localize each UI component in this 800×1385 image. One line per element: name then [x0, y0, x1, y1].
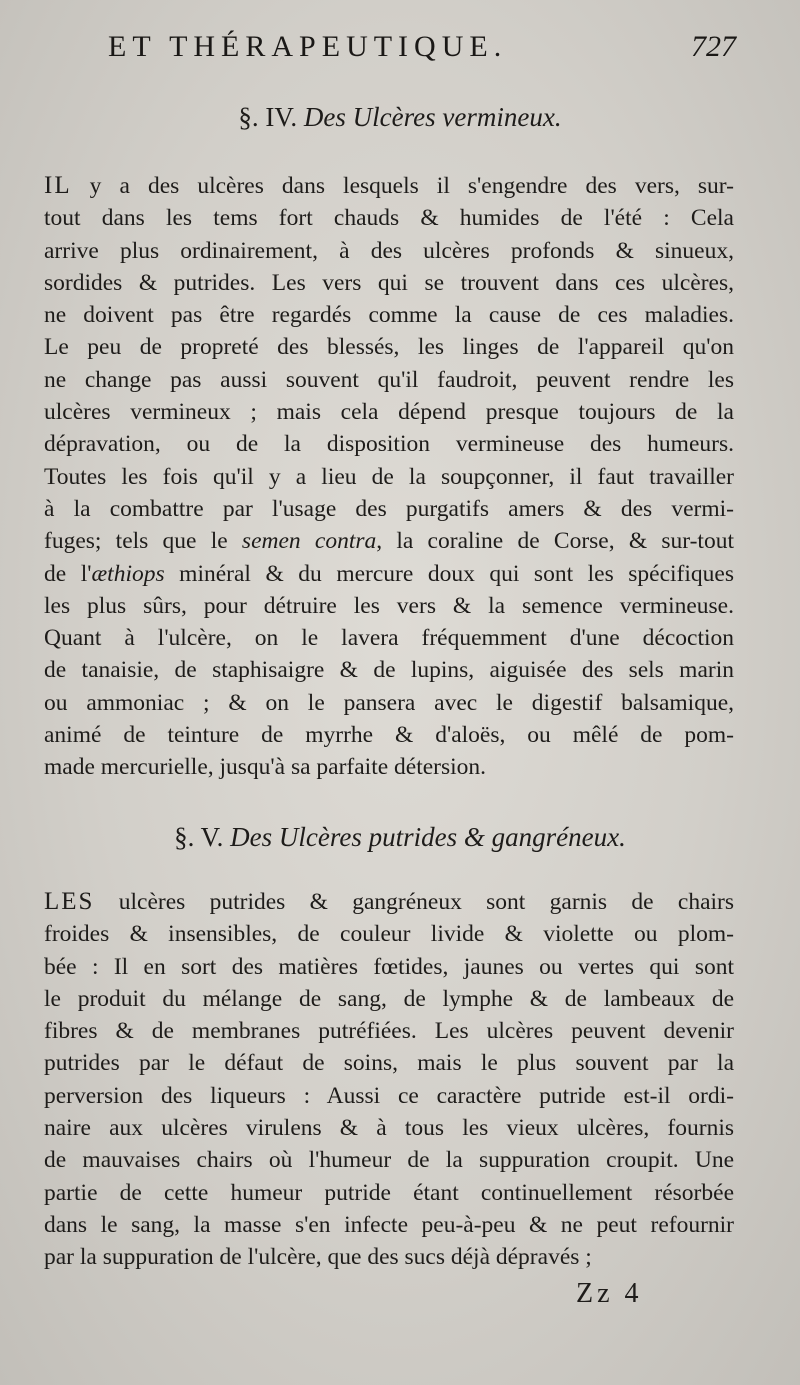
- text-line: made mercurielle, jusqu'à sa parfaite détersion.: [44, 754, 487, 781]
- text-line: putrides par le défaut de soins, mais le plus souvent par la: [44, 1050, 734, 1077]
- text-line: de mauvaises chairs où l'humeur de la suppuration croupit. Une: [44, 1147, 734, 1174]
- text-line: ou ammoniac ; & on le pansera avec le digestif balsamique,: [44, 689, 734, 716]
- text-line: fuges; tels que le semen contra, la coraline de Corse, & sur-tout: [44, 528, 734, 555]
- text-line: Toutes les fois qu'il y a lieu de la soupçonner, il faut travailler: [44, 463, 734, 490]
- text-line: tout dans les tems fort chauds & humides de l'été : Cela: [44, 205, 734, 232]
- text-line: dépravation, ou de la disposition vermineuse des humeurs.: [44, 431, 734, 458]
- text-line: LES ulcères putrides & gangréneux sont garnis de chairs: [44, 888, 734, 915]
- section-5-heading: [0, 822, 800, 853]
- running-head: [0, 30, 800, 70]
- text-line: froides & insensibles, de couleur livide & violette ou plom-: [44, 921, 734, 948]
- text-line: de tanaisie, de staphisaigre & de lupins, aiguisée des sels marin: [44, 657, 734, 684]
- section-4-title: Des Ulcères vermineux.: [303, 102, 562, 132]
- text-line: naire aux ulcères virulens & à tous les vieux ulcères, fournis: [44, 1115, 734, 1142]
- paragraph-1: [44, 170, 734, 784]
- signature-mark: Zz 4: [576, 1278, 643, 1309]
- text-line: IL y a des ulcères dans lesquels il s'engendre des vers, sur-: [44, 172, 734, 199]
- section-5-title: Des Ulcères putrides & gangréneux.: [230, 822, 626, 852]
- text-line: ne doivent pas être regardés comme la cause de ces maladies.: [44, 302, 734, 329]
- section-4-heading: [0, 102, 800, 133]
- running-title: ET THÉRAPEUTIQUE.: [108, 30, 508, 63]
- text-line: par la suppuration de l'ulcère, que des sucs déjà dépravés ;: [44, 1244, 592, 1271]
- text-line: Quant à l'ulcère, on le lavera fréquemment d'une décoction: [44, 625, 734, 652]
- text-line: ne change pas aussi souvent qu'il faudroit, peuvent rendre les: [44, 366, 734, 393]
- text-line: ulcères vermineux ; mais cela dépend presque toujours de la: [44, 399, 734, 426]
- section-4-number: §. IV.: [238, 102, 298, 132]
- text-line: animé de teinture de myrrhe & d'aloës, ou mêlé de pom-: [44, 722, 734, 749]
- text-line: le produit du mélange de sang, de lymphe & de lambeaux de: [44, 985, 734, 1012]
- text-line: arrive plus ordinairement, à des ulcères profonds & sinueux,: [44, 237, 734, 264]
- text-line: bée : Il en sort des matières fœtides, jaunes ou vertes qui sont: [44, 953, 734, 980]
- text-line: dans le sang, la masse s'en infecte peu-à-peu & ne peut refournir: [44, 1211, 734, 1238]
- page-number: 727: [691, 30, 736, 63]
- text-line: Le peu de propreté des blessés, les linges de l'appareil qu'on: [44, 334, 734, 361]
- text-line: à la combattre par l'usage des purgatifs amers & des vermi-: [44, 495, 734, 522]
- section-5-number: §. V.: [174, 822, 224, 852]
- text-line: partie de cette humeur putride étant continuellement résorbée: [44, 1179, 734, 1206]
- text-line: les plus sûrs, pour détruire les vers & la semence vermineuse.: [44, 592, 734, 619]
- paragraph-2: [44, 886, 734, 1274]
- text-line: de l'æthiops minéral & du mercure doux qui sont les spécifiques: [44, 560, 734, 587]
- text-line: perversion des liqueurs : Aussi ce caractère putride est-il ordi-: [44, 1082, 734, 1109]
- text-line: fibres & de membranes putréfiées. Les ulcères peuvent devenir: [44, 1018, 734, 1045]
- text-line: sordides & putrides. Les vers qui se trouvent dans ces ulcères,: [44, 269, 734, 296]
